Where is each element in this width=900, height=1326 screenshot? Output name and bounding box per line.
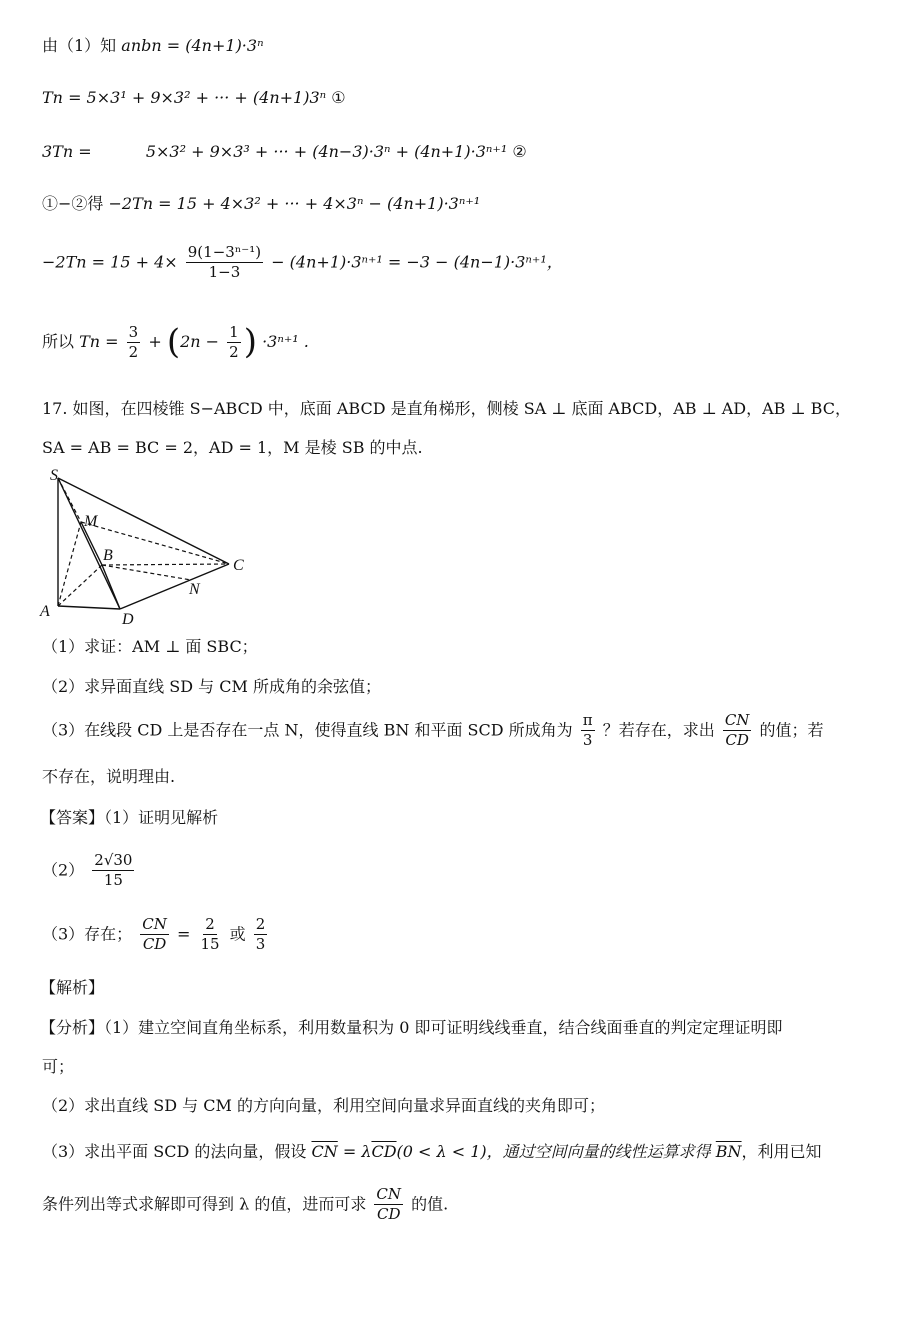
label-N: N: [189, 581, 200, 598]
question-2: [42, 677, 381, 696]
prev-l2-mark: ①: [331, 88, 346, 107]
prev-line-5: [42, 244, 563, 282]
prev-l3-lhs: 3Tn =: [42, 142, 92, 161]
q3-part2: ？若存在，求出: [602, 720, 715, 740]
edge-SM: [58, 478, 81, 522]
fenxi-line-4: [42, 1186, 448, 1224]
fenxi-4-num: CN: [374, 1186, 403, 1205]
analysis-header-text: 【解析】: [40, 978, 105, 997]
question-1: [42, 637, 258, 656]
label-S: S: [50, 467, 58, 484]
prev-line-6: [42, 322, 309, 363]
q3-part1: （3）在线段 CD 上是否存在一点 N，使得直线 BN 和平面 SCD 所成角为: [42, 720, 573, 740]
answer-3-frac-1: [140, 916, 169, 954]
label-D: D: [122, 611, 134, 628]
edge-BD: [102, 565, 120, 609]
prev-l6-paren-lead: 2n −: [180, 331, 220, 351]
problem-stmt-2: SA = AB = BC = 2，AD = 1，M 是棱 SB 的中点.: [42, 438, 423, 457]
answer-2-den: 15: [103, 871, 123, 890]
answer-2-fraction: [92, 852, 134, 890]
answer-3-f2-num: 2: [203, 916, 217, 935]
label-B: B: [103, 547, 113, 564]
answer-3-f1-den: CD: [142, 935, 167, 954]
q3-frac2-den: CD: [725, 731, 749, 750]
label-M: M: [84, 513, 98, 530]
q3-frac-cn-cd: [723, 712, 752, 750]
answer-3-f3-num: 2: [254, 916, 268, 935]
prev-l5-frac-den: 1−3: [208, 263, 241, 282]
fenxi-3-b: (0 < λ < 1)，通过空间向量的线性运算求得: [396, 1142, 711, 1161]
edge-BN: [102, 565, 191, 580]
prev-l6-prefix: 所以: [42, 331, 75, 351]
prev-l6-frac2-num: 1: [227, 324, 241, 343]
vector-cn: $\overline{CN}$: [311, 1142, 338, 1161]
fenxi-4-b: 的值.: [411, 1194, 449, 1214]
problem-statement-1: [42, 399, 851, 418]
fenxi-3-c: ，利用已知: [741, 1142, 822, 1161]
q3-frac-num: π: [581, 712, 595, 731]
answer-3-f2-den: 15: [200, 935, 220, 954]
vector-cd: $\overline{CD}$: [371, 1142, 397, 1161]
q3-cont: 不存在，说明理由.: [42, 767, 176, 786]
prev-l1-prefix: 由（1）知: [42, 36, 117, 55]
right-paren: ): [243, 322, 257, 362]
fenxi-4-den: CD: [376, 1205, 401, 1224]
edge-SD: [58, 478, 120, 609]
prev-line-3: [42, 142, 527, 161]
answer-3-label: （3）存在；: [42, 924, 133, 944]
prev-l4-eq: −2Tn = 15 + 4×3² + ··· + 4×3ⁿ − (4n+1)·3ⁿ⁺¹: [108, 194, 481, 213]
left-paren: (: [166, 322, 181, 362]
prev-l2-eq: Tn = 5×3¹ + 9×3² + ··· + (4n+1)3ⁿ: [42, 88, 327, 107]
answer-3-frac-2: [198, 916, 221, 954]
prev-line-4: [42, 194, 480, 213]
fenxi-3-mid: = λ: [337, 1142, 372, 1161]
prev-l5-rhs: − (4n+1)·3ⁿ⁺¹ = −3 − (4n−1)·3ⁿ⁺¹，: [271, 252, 563, 272]
prev-l4-prefix: ①−②得: [42, 194, 104, 213]
edge-AB: [58, 565, 102, 606]
edge-BC: [102, 564, 229, 565]
prev-l1-eq: anbn = (4n+1)·3ⁿ: [121, 36, 264, 55]
answer-3-f1-num: CN: [140, 916, 169, 935]
answer-header-text: 【答案】（1）证明见解析: [40, 808, 219, 827]
q2-text: （2）求异面直线 SD 与 CM 所成角的余弦值；: [42, 677, 381, 696]
fenxi-line-1-cont: [42, 1057, 74, 1076]
problem-stmt-1: 如图，在四棱锥 S−ABCD 中，底面 ABCD 是直角梯形，侧棱 SA ⊥ 底面 ABCD，AB ⊥ AD，AB ⊥ BC，: [72, 399, 851, 418]
prev-l6-plus: +: [148, 331, 162, 351]
prev-l6-fraction-2: [227, 324, 241, 362]
prev-l3-mark: ②: [512, 142, 527, 161]
question-3-cont: [42, 767, 175, 786]
answer-2: [42, 852, 137, 890]
analysis-header: [40, 978, 104, 997]
edge-DC: [120, 564, 229, 609]
prev-l5-lhs: −2Tn = 15 + 4×: [42, 252, 178, 272]
pyramid-figure: [36, 462, 266, 630]
prev-l3-rhs: 5×3² + 9×3³ + ··· + (4n−3)·3ⁿ + (4n+1)·3ⁿ⁺¹: [145, 142, 508, 161]
vector-bn: $\overline{BN}$: [715, 1142, 742, 1161]
answer-2-label: （2）: [42, 860, 85, 880]
prev-l6-lhs: Tn =: [79, 331, 119, 351]
edge-AD: [58, 606, 120, 609]
prev-l6-fraction-1: [127, 324, 141, 362]
fenxi-2: （2）求出直线 SD 与 CM 的方向向量，利用空间向量求异面直线的夹角即可；: [42, 1096, 605, 1115]
q3-part3: 的值；若: [759, 720, 824, 740]
fenxi-1-cont: 可；: [42, 1057, 75, 1076]
problem-statement-2: [42, 438, 423, 457]
prev-line-2: [42, 88, 346, 107]
prev-l5-fraction: [186, 244, 263, 282]
fenxi-line-3: [42, 1142, 822, 1161]
q3-frac-den: 3: [582, 731, 593, 750]
prev-l6-frac1-den: 2: [128, 342, 139, 361]
prev-l6-tail: ·3ⁿ⁺¹ .: [262, 331, 309, 351]
q1-text: （1）求证：AM ⊥ 面 SBC；: [42, 637, 258, 656]
q3-frac-pi-3: [581, 712, 595, 750]
fenxi-4-a: 条件列出等式求解即可得到 λ 的值，进而可求: [42, 1194, 367, 1214]
label-A: A: [40, 603, 50, 620]
answer-header: [40, 808, 218, 827]
label-C: C: [233, 557, 244, 574]
edge-AM: [58, 522, 81, 606]
fenxi-4-fraction: [374, 1186, 403, 1224]
answer-3-eq: =: [176, 924, 191, 944]
prev-l5-frac-num: 9(1−3ⁿ⁻¹): [186, 244, 263, 263]
answer-2-num: 2√30: [92, 852, 134, 871]
q3-frac2-num: CN: [723, 712, 752, 731]
answer-3: [42, 916, 270, 954]
answer-3-frac-3: [254, 916, 268, 954]
question-3: [42, 712, 824, 750]
fenxi-line-2: [42, 1096, 605, 1115]
prev-l6-frac1-num: 3: [127, 324, 141, 343]
fenxi-line-1: [40, 1018, 783, 1037]
prev-line-1: [42, 36, 264, 55]
fenxi-1: 【分析】（1）建立空间直角坐标系，利用数量积为 0 即可证明线线垂直，结合线面垂直的判定定理证明即: [40, 1018, 783, 1037]
fenxi-3-a: （3）求出平面 SCD 的法向量，假设: [42, 1142, 307, 1161]
answer-3-or: 或: [229, 924, 246, 944]
problem-number: 17.: [42, 399, 68, 418]
answer-3-f3-den: 3: [255, 935, 266, 954]
prev-l6-frac2-den: 2: [229, 342, 239, 361]
